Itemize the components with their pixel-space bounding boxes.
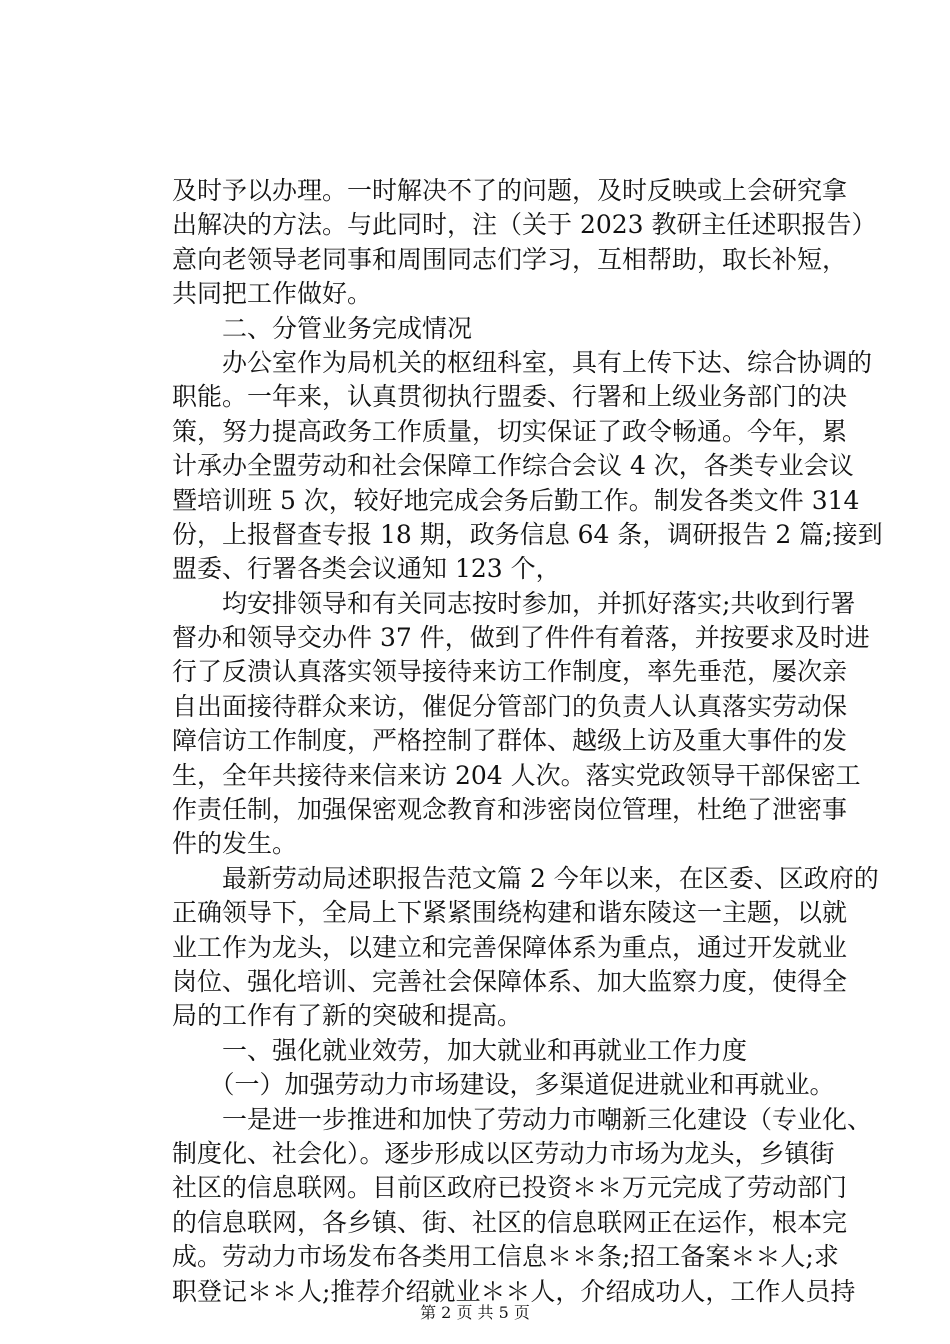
text-line: 件的发生。 <box>172 829 298 859</box>
subsection-heading: （一）加强劳动力市场建设，多渠道促进就业和再就业。 <box>172 1070 835 1100</box>
text-line: 职登记＊＊人;推荐介绍就业＊＊人，介绍成功人，工作人员持 <box>172 1276 856 1306</box>
text-line: 的信息联网，各乡镇、街、社区的信息联网正在运作，根本完 <box>172 1207 848 1237</box>
text-line: 社区的信息联网。目前区政府已投资＊＊万元完成了劳动部门 <box>172 1173 848 1203</box>
text-line: 业工作为龙头，以建立和完善保障体系为重点，通过开发就业 <box>172 932 848 962</box>
text-line: 共同把工作做好。 <box>172 279 373 309</box>
text-line: 制度化、社会化）。逐步形成以区劳动力市场为龙头，乡镇街 <box>172 1138 835 1168</box>
text-line: 计承办全盟劳动和社会保障工作综合会议 4 次，各类专业会议 <box>172 451 854 481</box>
text-line: 行了反溃认真落实领导接待来访工作制度，率先垂范，屡次亲 <box>172 657 848 687</box>
text-line: 正确领导下，全局上下紧紧围绕构建和谐东陵这一主题，以就 <box>172 898 848 928</box>
text-line: 最新劳动局述职报告范文篇 2 今年以来，在区委、区政府的 <box>172 863 879 893</box>
text-line: 一是进一步推进和加快了劳动力市嘲新三化建设（专业化、 <box>172 1104 873 1134</box>
text-line: 成。劳动力市场发布各类用工信息＊＊条;招工备案＊＊人;求 <box>172 1242 839 1272</box>
section-heading: 二、分管业务完成情况 <box>172 313 473 343</box>
text-line: 障信访工作制度，严格控制了群体、越级上访及重大事件的发 <box>172 726 848 756</box>
text-line: 出解决的方法。与此同时，注（关于 2023 教研主任述职报告） <box>172 210 877 240</box>
text-line: 份，上报督查专报 18 期，政务信息 64 条，调研报告 2 篇;接到 <box>172 519 883 549</box>
text-line: 盟委、行署各类会议通知 123 个， <box>172 554 561 584</box>
text-line: 自出面接待群众来访，催促分管部门的负责人认真落实劳动保 <box>172 691 848 721</box>
text-line: 职能。一年来，认真贯彻执行盟委、行署和上级业务部门的决 <box>172 382 848 412</box>
text-line: 生，全年共接待来信来访 204 人次。落实党政领导干部保密工 <box>172 760 861 790</box>
text-line: 作责任制，加强保密观念教育和涉密岗位管理，杜绝了泄密事 <box>172 795 848 825</box>
page-footer <box>0 1303 950 1323</box>
text-line: 暨培训班 5 次，较好地完成会务后勤工作。制发各类文件 314 <box>172 485 860 515</box>
text-line: 局的工作有了新的突破和提高。 <box>172 1001 523 1031</box>
text-line: 及时予以办理。一时解决不了的问题，及时反映或上会研究拿 <box>172 176 848 205</box>
page-number: 第 2 页 共 5 页 <box>420 1303 530 1322</box>
text-line: 办公室作为局机关的枢纽科室，具有上传下达、综合协调的 <box>172 347 873 377</box>
text-line: 督办和领导交办件 37 件，做到了件件有着落，并按要求及时进 <box>172 623 870 653</box>
text-line: 岗位、强化培训、完善社会保障体系、加大监察力度，使得全 <box>172 966 848 996</box>
section-heading: 一、强化就业效劳，加大就业和再就业工作力度 <box>172 1035 748 1065</box>
document-body <box>172 174 883 1309</box>
text-line: 策，努力提高政务工作质量，切实保证了政令畅通。今年，累 <box>172 416 848 446</box>
text-line: 均安排领导和有关同志按时参加，并抓好落实;共收到行署 <box>172 588 856 618</box>
text-line: 意向老领导老同事和周围同志们学习，互相帮助，取长补短， <box>172 244 848 274</box>
